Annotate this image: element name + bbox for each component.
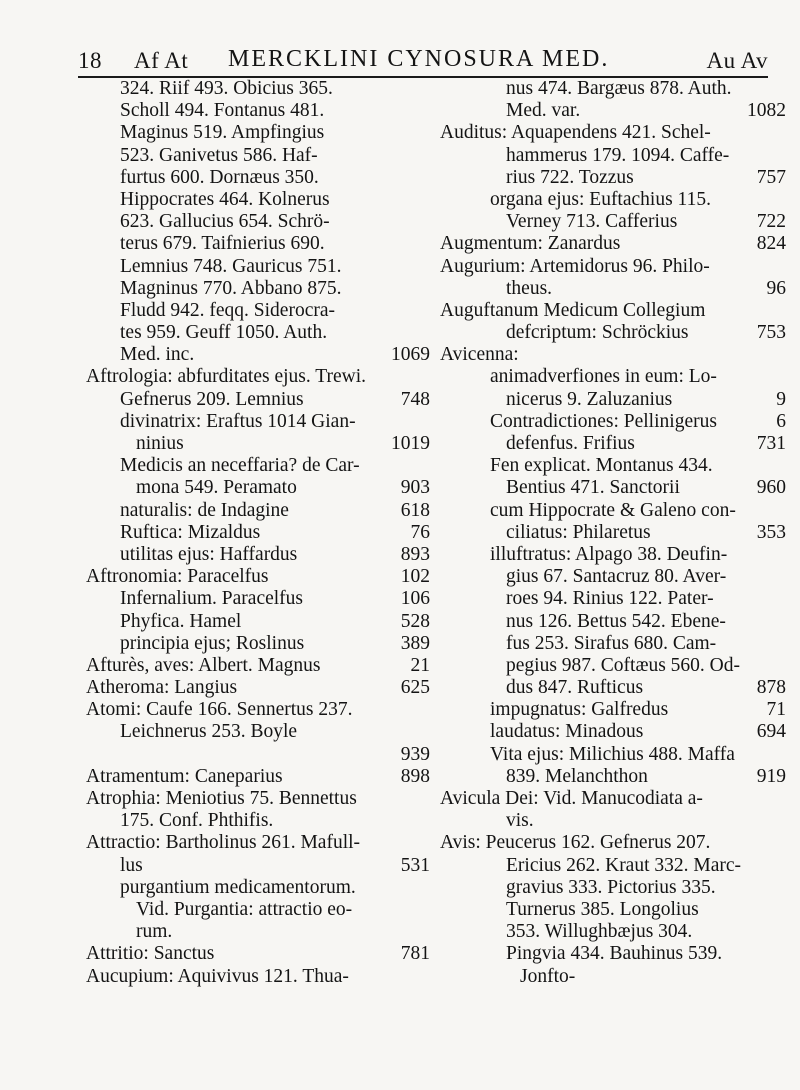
index-line-text: Fludd 942. feqq. Siderocra- (120, 299, 335, 321)
index-line (440, 633, 786, 655)
index-line (86, 278, 430, 300)
page-reference: 6 (776, 410, 786, 432)
index-line-text: Auditus: Aquapendens 421. Schel- (440, 122, 711, 144)
index-line-text: Augmentum: Zanardus (440, 233, 621, 255)
index-line-text: roes 94. Rinius 122. Pater- (506, 588, 714, 610)
index-line (440, 122, 786, 144)
left-column (86, 78, 430, 988)
index-line (440, 788, 786, 810)
index-line (440, 655, 786, 677)
index-line-text: impugnatus: Galfredus (490, 699, 669, 721)
index-line (440, 145, 786, 167)
page-reference: 748 (400, 388, 430, 410)
index-line (440, 344, 786, 366)
index-line-text: fus 253. Sirafus 680. Cam- (506, 632, 717, 654)
index-line-text: gravius 333. Pictorius 335. (506, 876, 716, 898)
right-column (440, 78, 786, 988)
page-reference: 618 (400, 499, 430, 521)
index-line-text: Atramentum: Caneparius (86, 765, 283, 787)
index-line-text: 324. Riif 493. Obicius 365. (120, 78, 333, 99)
index-line-text: tes 959. Geuff 1050. Auth. (120, 322, 328, 344)
index-line (440, 832, 786, 854)
index-line-text: Turnerus 385. Longolius (506, 898, 699, 920)
index-line (440, 300, 786, 322)
index-line (440, 477, 786, 499)
index-line-text: Atheroma: Langius (86, 677, 238, 699)
index-line (86, 611, 430, 633)
index-line (440, 588, 786, 610)
page-reference: 903 (400, 477, 430, 499)
index-line (440, 455, 786, 477)
index-line-text: Augurium: Artemidorus 96. Philo- (440, 255, 710, 277)
index-line-text: illuftratus: Alpago 38. Deufin- (490, 543, 728, 565)
index-line (86, 100, 430, 122)
index-line-text: Lemnius 748. Gauricus 751. (120, 255, 342, 277)
index-line-text: Maginus 519. Ampfingius (120, 122, 325, 144)
index-line-text: Aftronomia: Paracelfus (86, 566, 269, 588)
index-line-text: Atomi: Caufe 166. Sennertus 237. (86, 699, 353, 721)
page-reference: 824 (756, 233, 786, 255)
index-line (86, 344, 430, 366)
page-reference: 919 (756, 765, 786, 787)
index-line (86, 788, 430, 810)
page-reference: 722 (756, 211, 786, 233)
page-reference: 753 (756, 322, 786, 344)
page-reference: 625 (400, 677, 430, 699)
index-line (440, 233, 786, 255)
index-line (440, 899, 786, 921)
page-reference: 757 (756, 166, 786, 188)
index-line-text: Avis: Peucerus 162. Gefnerus 207. (440, 832, 711, 854)
index-line (86, 633, 430, 655)
index-line-text: Vid. Purgantia: attractio eo- (136, 898, 353, 920)
left-catchwords: Af At (134, 48, 189, 73)
index-line-text: Scholl 494. Fontanus 481. (120, 100, 325, 122)
index-line-text: gius 67. Santacruz 80. Aver- (506, 566, 727, 588)
index-line-text: rius 722. Tozzus (506, 166, 634, 188)
index-line-text: Phyfica. Hamel (120, 610, 242, 632)
index-line-text: utilitas ejus: Haffardus (120, 543, 298, 565)
index-line (440, 389, 786, 411)
page-number: 18 (78, 48, 102, 73)
index-line-text: Leichnerus 253. Boyle (120, 721, 298, 743)
index-line-text: naturalis: de Indagine (120, 499, 289, 521)
index-line (86, 322, 430, 344)
index-line (440, 766, 786, 788)
index-line-text: Medicis an neceffaria? de Car- (120, 455, 360, 477)
index-line (440, 189, 786, 211)
index-line (86, 167, 430, 189)
index-line-text: organa ejus: Euftachius 115. (490, 188, 711, 210)
index-line (86, 966, 430, 988)
page-reference: 71 (766, 699, 786, 721)
index-line-text: hammerus 179. 1094. Caffe- (506, 144, 730, 166)
index-line-text: theus. (506, 277, 553, 299)
index-line-text: Atrophia: Meniotius 75. Bennettus (86, 788, 357, 809)
page-reference: 389 (400, 632, 430, 654)
page-reference: 353 (756, 521, 786, 543)
index-line-text: pegius 987. Coftæus 560. Od- (506, 654, 740, 676)
index-line (86, 122, 430, 144)
index-line (440, 721, 786, 743)
index-line (440, 810, 786, 832)
index-line-text: Ericius 262. Kraut 332. Marc- (506, 854, 742, 876)
index-line (440, 211, 786, 233)
index-line (440, 611, 786, 633)
index-line-text: laudatus: Minadous (490, 721, 644, 743)
index-line-text: Bentius 471. Sanctorii (506, 477, 680, 499)
index-line (440, 433, 786, 455)
index-line (440, 411, 786, 433)
page-reference: 106 (400, 588, 430, 610)
page-reference: 528 (400, 610, 430, 632)
index-line-text: animadverfiones in eum: Lo- (490, 366, 717, 388)
index-line (86, 744, 430, 766)
index-line-text: cum Hippocrate & Galeno con- (490, 499, 736, 521)
index-line (440, 78, 786, 100)
index-line-text: defcriptum: Schröckius (506, 322, 689, 344)
index-line-text: Gefnerus 209. Lemnius (120, 388, 304, 410)
page-reference: 939 (400, 743, 430, 765)
index-line-text: rum. (136, 921, 173, 943)
right-catchwords: Au Av (706, 48, 768, 73)
index-line-text: principia ejus; Roslinus (120, 632, 305, 654)
index-line (86, 300, 430, 322)
index-line (86, 366, 430, 388)
index-line (86, 522, 430, 544)
index-line (86, 500, 430, 522)
index-line (440, 500, 786, 522)
index-line (440, 100, 786, 122)
index-line (440, 566, 786, 588)
index-line (86, 677, 430, 699)
index-line (86, 389, 430, 411)
index-line (86, 189, 430, 211)
index-line-text: Med. var. (506, 100, 581, 122)
index-line (86, 655, 430, 677)
index-line (86, 855, 430, 877)
index-line-text: Med. inc. (120, 344, 195, 366)
index-line-text: Fen explicat. Montanus 434. (490, 455, 713, 477)
page-reference: 1069 (391, 344, 430, 366)
index-line (86, 766, 430, 788)
index-line-text: Auguftanum Medicum Collegium (440, 299, 706, 321)
index-line (86, 256, 430, 278)
index-line (440, 943, 786, 965)
index-line-text: Infernalium. Paracelfus (120, 588, 304, 610)
page-reference: 76 (410, 521, 430, 543)
index-line-text: 353. Willughbæjus 304. (506, 921, 693, 943)
index-line-text: Avicula Dei: Vid. Manucodiata a- (440, 788, 703, 809)
index-line (440, 278, 786, 300)
index-line-text: 839. Melanchthon (506, 765, 648, 787)
index-line (86, 145, 430, 167)
index-line-text: Jonfto- (520, 965, 576, 987)
index-line (86, 566, 430, 588)
page-reference: 898 (400, 765, 430, 787)
index-line (86, 877, 430, 899)
index-line-text: Attritio: Sanctus (86, 943, 215, 965)
index-line (440, 522, 786, 544)
index-line (440, 744, 786, 766)
page-reference: 960 (756, 477, 786, 499)
index-line-text: Contradictiones: Pellinigerus (490, 410, 717, 432)
index-line-text: Aucupium: Aquivivus 121. Thua- (86, 965, 349, 987)
index-line-text: defenfus. Frifius (506, 433, 635, 454)
index-line (440, 921, 786, 943)
page-reference: 96 (766, 277, 786, 299)
page-reference: 781 (400, 943, 430, 965)
index-line-text: Attractio: Bartholinus 261. Mafull- (86, 832, 361, 854)
index-line-text: Magninus 770. Abbano 875. (120, 277, 342, 299)
index-line-text: 523. Ganivetus 586. Haf- (120, 144, 318, 166)
index-line-text: divinatrix: Eraftus 1014 Gian- (120, 410, 356, 432)
index-line-text: Aftrologia: abfurditates ejus. Trewi. (86, 366, 366, 388)
index-line-text: Vita ejus: Milichius 488. Maffa (490, 743, 735, 765)
index-line (440, 966, 786, 988)
index-line-text: Verney 713. Cafferius (506, 211, 678, 233)
index-line-text: vis. (506, 810, 534, 832)
index-line-text: dus 847. Rufticus (506, 677, 644, 699)
page-reference: 893 (400, 543, 430, 565)
index-line-text: purgantium medicamentorum. (120, 876, 356, 898)
page-reference: 1019 (391, 433, 430, 454)
index-line (86, 78, 430, 100)
index-line (440, 322, 786, 344)
index-line-text: ninius (136, 433, 184, 454)
index-line (86, 832, 430, 854)
index-line (86, 233, 430, 255)
index-line (86, 810, 430, 832)
page-reference: 21 (410, 654, 430, 676)
index-line (440, 256, 786, 278)
index-line (86, 899, 430, 921)
index-line-text: furtus 600. Dornæus 350. (120, 166, 319, 188)
index-line (440, 699, 786, 721)
index-line (86, 721, 430, 743)
index-line-text: mona 549. Peramato (136, 477, 297, 499)
index-line (86, 588, 430, 610)
index-line-text: nicerus 9. Zaluzanius (506, 388, 673, 410)
page-reference: 9 (776, 388, 786, 410)
index-line-text: Pingvia 434. Bauhinus 539. (506, 943, 723, 965)
index-line (86, 699, 430, 721)
index-line-text: Avicenna: (440, 344, 519, 366)
index-line (86, 411, 430, 433)
index-line (440, 544, 786, 566)
index-line (86, 211, 430, 233)
index-line (440, 366, 786, 388)
index-line-text: 175. Conf. Phthifis. (120, 810, 274, 832)
index-line (86, 433, 430, 455)
index-line (86, 477, 430, 499)
index-line (440, 167, 786, 189)
index-line (86, 943, 430, 965)
page-reference: 1082 (747, 100, 786, 122)
index-line-text: Ruftica: Mizaldus (120, 521, 261, 543)
index-line (86, 455, 430, 477)
index-line-text: terus 679. Taifnierius 690. (120, 233, 325, 255)
running-header (78, 46, 768, 80)
index-line (86, 544, 430, 566)
index-line-text: Afturès, aves: Albert. Magnus (86, 654, 321, 676)
index-line-text: Hippocrates 464. Kolnerus (120, 188, 330, 210)
index-line-text: ciliatus: Philaretus (506, 521, 651, 543)
index-line-text: lus (120, 854, 143, 876)
index-line (440, 677, 786, 699)
index-line-text: nus 126. Bettus 542. Ebene- (506, 610, 726, 632)
running-title: MERCKLINI CYNOSURA MED. (228, 46, 610, 72)
index-line (440, 855, 786, 877)
index-line-text: 623. Gallucius 654. Schrö- (120, 211, 330, 233)
page-reference: 694 (756, 721, 786, 743)
index-line-text: nus 474. Bargæus 878. Auth. (506, 78, 732, 99)
index-line (440, 877, 786, 899)
page-reference: 878 (756, 677, 786, 699)
page-reference: 102 (400, 566, 430, 588)
index-line (86, 921, 430, 943)
page-reference: 731 (756, 433, 786, 454)
page-reference: 531 (400, 854, 430, 876)
